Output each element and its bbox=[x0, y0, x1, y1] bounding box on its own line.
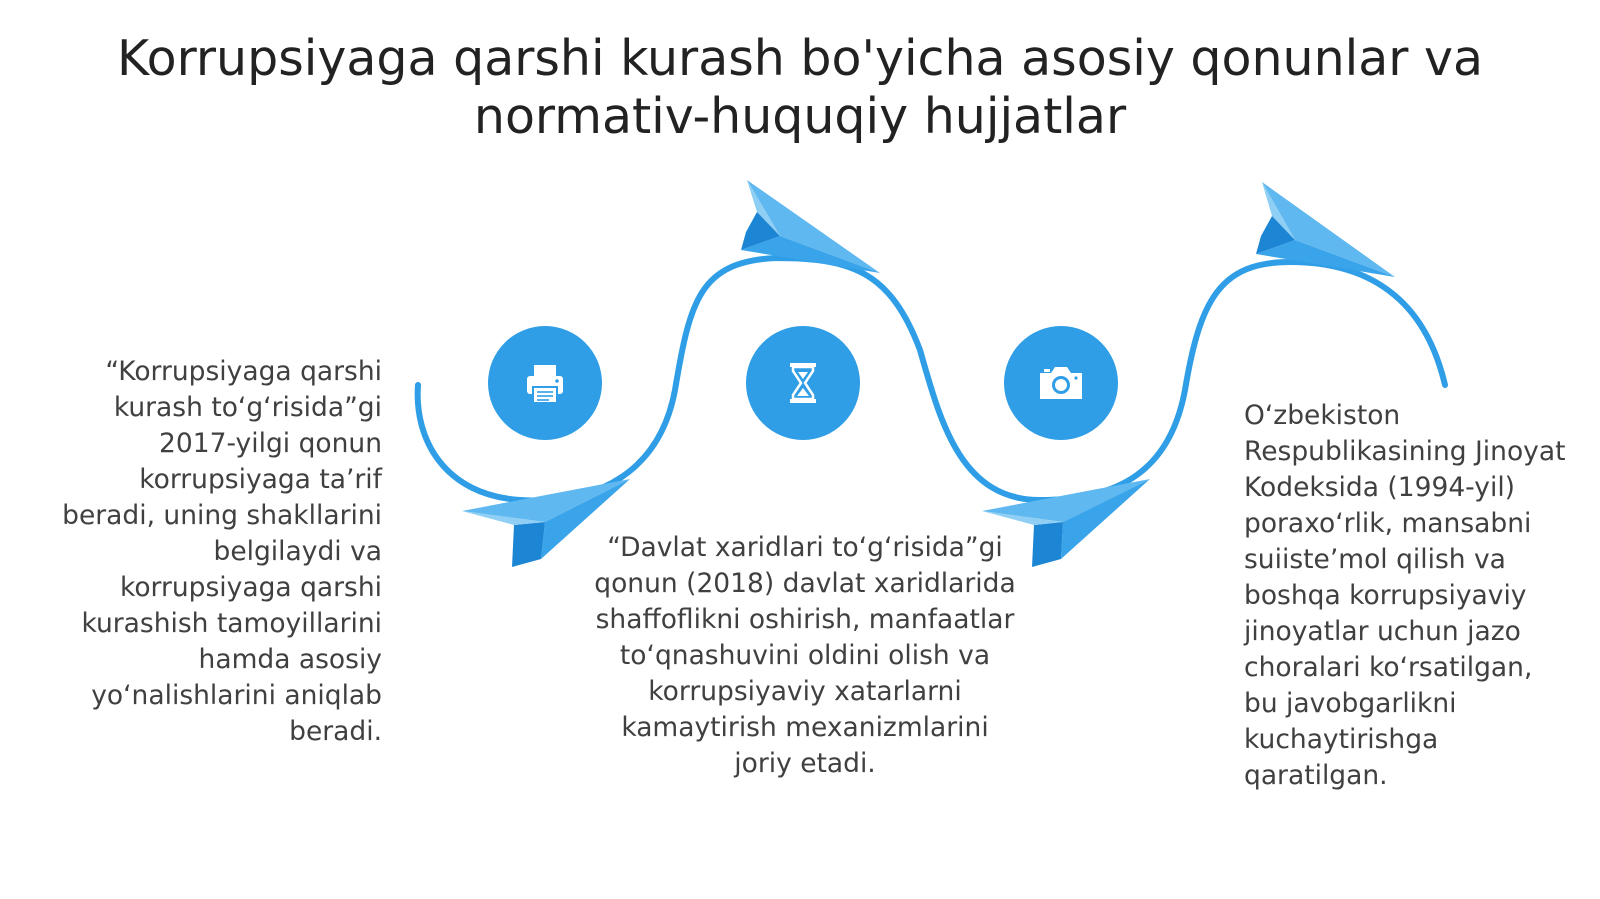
step-node-3 bbox=[1004, 326, 1118, 440]
step-node-2 bbox=[746, 326, 860, 440]
step-node-1 bbox=[488, 326, 602, 440]
step-3-text: O‘zbekiston Respublikasining Jinoyat Kodeksida (1994-yil) poraxo‘rlik, mansabni suiiste’mol qilish va boshqa korrupsiyaviy jinoyatlar uchun jazo choralari ko‘rsatilgan, bu javobgarlikni kuchaytirishga qaratilgan. bbox=[1244, 400, 1566, 791]
camera-icon bbox=[1036, 361, 1086, 405]
printer-icon bbox=[521, 359, 569, 407]
hourglass-icon bbox=[781, 359, 825, 407]
step-2-text: “Davlat xaridlari to‘g‘risida”gi qonun (2018) davlat xaridlarida shaffoflikni oshirish, manfaatlar to‘qnashuvini oldini olish va korrupsiyaviy xatarlarni kamaytirish mexanizmlarini joriy etadi. bbox=[594, 532, 1016, 779]
page-title: Korrupsiyaga qarshi kurash bo'yicha asosiy qonunlar va normativ-huquqiy hujjatlar bbox=[116, 30, 1484, 145]
step-1-text: “Korrupsiyaga qarshi kurash to‘g‘risida”gi 2017-yilgi qonun korrupsiyaga ta’rif beradi, uning shakllarini belgilaydi va korrupsiyaga qarshi kurashish tamoyillarini hamda asosiy yo‘nalishlarini aniqlab beradi. bbox=[62, 356, 382, 747]
